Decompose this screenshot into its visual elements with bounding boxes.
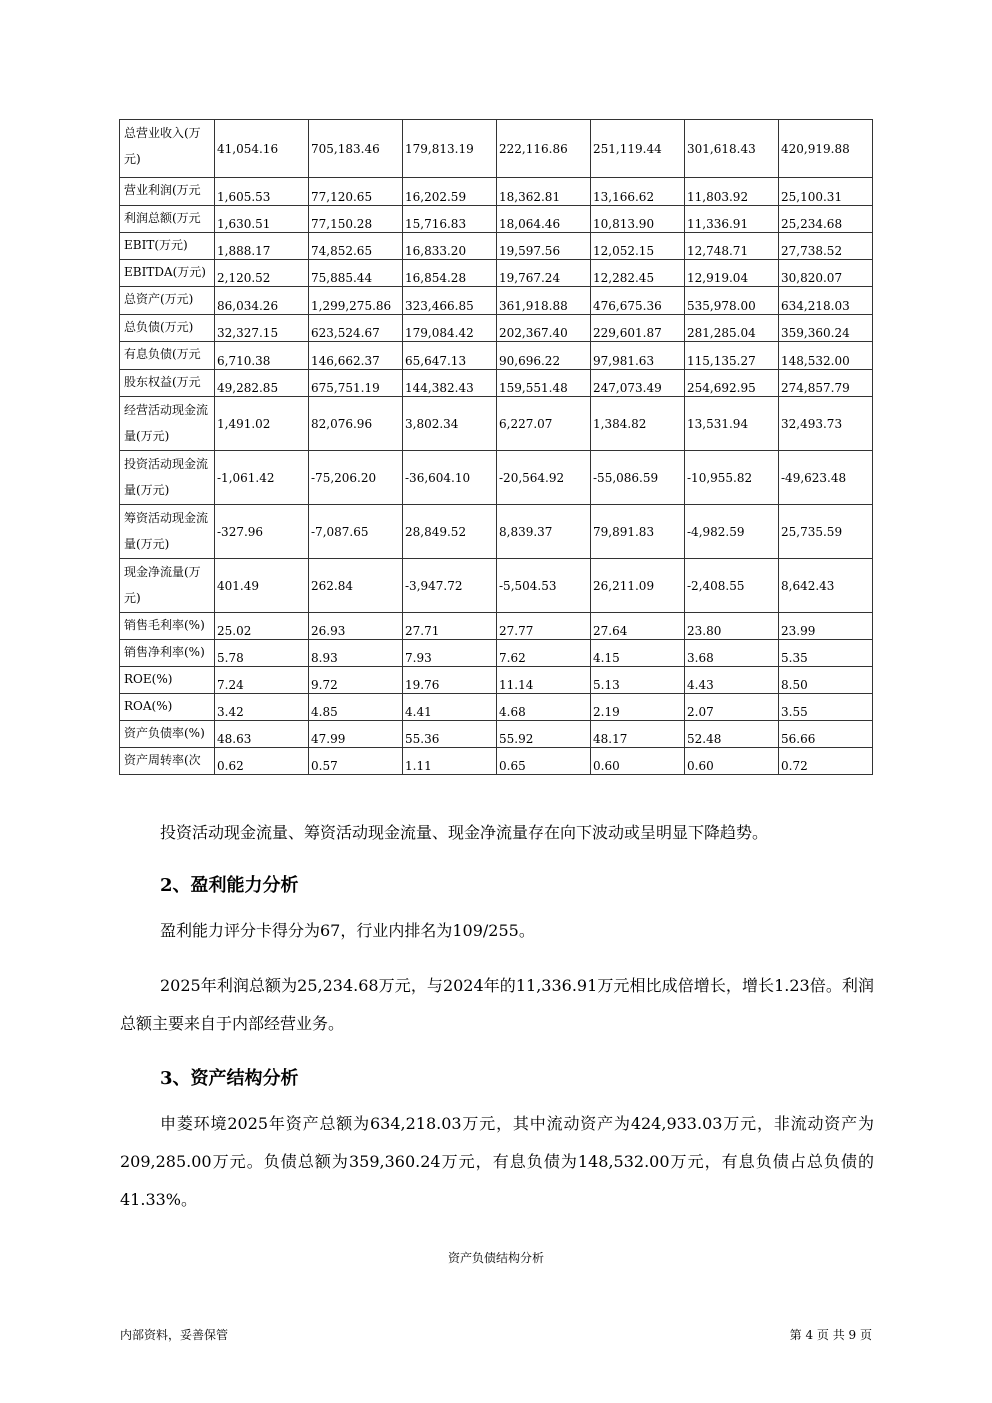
table-cell: 0.57: [309, 748, 403, 775]
row-label: 销售净利率(%): [120, 640, 215, 667]
table-cell: 1,491.02: [215, 397, 309, 451]
section-heading-profitability: 2、盈利能力分析: [160, 875, 299, 896]
table-cell: 56.66: [779, 721, 873, 748]
table-cell: 25.02: [215, 613, 309, 640]
table-cell: 10,813.90: [591, 206, 685, 233]
table-cell: 49,282.85: [215, 370, 309, 397]
table-cell: 301,618.43: [685, 120, 779, 178]
table-row: [120, 178, 873, 206]
table-cell: 4.68: [497, 694, 591, 721]
table-cell: 19,767.24: [497, 260, 591, 287]
table-cell: -49,623.48: [779, 451, 873, 505]
table-cell: 1.11: [403, 748, 497, 775]
row-label: 销售毛利率(%): [120, 613, 215, 640]
table-cell: 48.63: [215, 721, 309, 748]
table-row: [120, 120, 873, 178]
table-row: [120, 748, 873, 775]
table-row: [120, 287, 873, 315]
table-cell: 11.14: [497, 667, 591, 694]
table-cell: 115,135.27: [685, 342, 779, 370]
row-label: 投资活动现金流量(万元): [120, 451, 215, 505]
table-cell: 148,532.00: [779, 342, 873, 370]
table-cell: 75,885.44: [309, 260, 403, 287]
table-row: [120, 451, 873, 505]
table-row: [120, 721, 873, 748]
table-cell: 16,854.28: [403, 260, 497, 287]
table-cell: 74,852.65: [309, 233, 403, 260]
table-cell: 25,100.31: [779, 178, 873, 206]
table-cell: 12,052.15: [591, 233, 685, 260]
table-cell: 1,888.17: [215, 233, 309, 260]
table-cell: -55,086.59: [591, 451, 685, 505]
table-cell: 535,978.00: [685, 287, 779, 315]
table-cell: 30,820.07: [779, 260, 873, 287]
table-cell: 12,748.71: [685, 233, 779, 260]
table-cell: 229,601.87: [591, 315, 685, 342]
table-cell: 4.43: [685, 667, 779, 694]
table-cell: 12,282.45: [591, 260, 685, 287]
table-cell: -36,604.10: [403, 451, 497, 505]
table-cell: 0.60: [685, 748, 779, 775]
row-label: 总营业收入(万元): [120, 120, 215, 178]
table-cell: -1,061.42: [215, 451, 309, 505]
table-cell: 47.99: [309, 721, 403, 748]
table-cell: 146,662.37: [309, 342, 403, 370]
table-cell: 11,803.92: [685, 178, 779, 206]
table-cell: 12,919.04: [685, 260, 779, 287]
table-cell: 4.15: [591, 640, 685, 667]
table-row: [120, 260, 873, 287]
table-cell: 0.65: [497, 748, 591, 775]
table-cell: 476,675.36: [591, 287, 685, 315]
table-cell: 3.42: [215, 694, 309, 721]
table-cell: 6,710.38: [215, 342, 309, 370]
table-cell: 1,299,275.86: [309, 287, 403, 315]
table-cell: 13,166.62: [591, 178, 685, 206]
table-cell: 179,084.42: [403, 315, 497, 342]
table-row: [120, 640, 873, 667]
table-cell: 3.55: [779, 694, 873, 721]
table-cell: 5.35: [779, 640, 873, 667]
table-cell: 19.76: [403, 667, 497, 694]
table-row: [120, 370, 873, 397]
table-cell: 11,336.91: [685, 206, 779, 233]
table-cell: -7,087.65: [309, 505, 403, 559]
table-cell: 28,849.52: [403, 505, 497, 559]
table-cell: 0.60: [591, 748, 685, 775]
table-cell: 361,918.88: [497, 287, 591, 315]
table-cell: -20,564.92: [497, 451, 591, 505]
table-cell: 18,064.46: [497, 206, 591, 233]
table-cell: 25,735.59: [779, 505, 873, 559]
table-cell: 705,183.46: [309, 120, 403, 178]
table-cell: 27,738.52: [779, 233, 873, 260]
table-row: [120, 397, 873, 451]
table-cell: 1,630.51: [215, 206, 309, 233]
table-cell: 77,120.65: [309, 178, 403, 206]
table-cell: 1,605.53: [215, 178, 309, 206]
table-cell: 82,076.96: [309, 397, 403, 451]
table-cell: 8.50: [779, 667, 873, 694]
row-label: EBITDA(万元): [120, 260, 215, 287]
table-cell: 420,919.88: [779, 120, 873, 178]
table-cell: 202,367.40: [497, 315, 591, 342]
table-cell: 55.92: [497, 721, 591, 748]
row-label: 股东权益(万元: [120, 370, 215, 397]
table-cell: 26.93: [309, 613, 403, 640]
table-cell: -10,955.82: [685, 451, 779, 505]
table-cell: 6,227.07: [497, 397, 591, 451]
row-label: ROA(%): [120, 694, 215, 721]
table-cell: 8,642.43: [779, 559, 873, 613]
table-cell: -3,947.72: [403, 559, 497, 613]
row-label: 筹资活动现金流量(万元): [120, 505, 215, 559]
footer-confidential-note: 内部资料，妥善保管: [120, 1328, 229, 1342]
table-row: [120, 613, 873, 640]
table-cell: 23.80: [685, 613, 779, 640]
table-cell: 32,327.15: [215, 315, 309, 342]
row-label: 有息负债(万元: [120, 342, 215, 370]
row-label: EBIT(万元): [120, 233, 215, 260]
row-label: 经营活动现金流量(万元): [120, 397, 215, 451]
table-row: [120, 342, 873, 370]
row-label: 营业利润(万元: [120, 178, 215, 206]
table-row: [120, 315, 873, 342]
table-cell: 247,073.49: [591, 370, 685, 397]
table-cell: -5,504.53: [497, 559, 591, 613]
table-cell: 8.93: [309, 640, 403, 667]
table-cell: 0.72: [779, 748, 873, 775]
row-label: 总负债(万元): [120, 315, 215, 342]
row-label: 利润总额(万元: [120, 206, 215, 233]
table-row: [120, 505, 873, 559]
table-cell: 623,524.67: [309, 315, 403, 342]
table-cell: 401.49: [215, 559, 309, 613]
table-cell: 27.64: [591, 613, 685, 640]
table-cell: 2,120.52: [215, 260, 309, 287]
table-cell: 27.77: [497, 613, 591, 640]
table-cell: 634,218.03: [779, 287, 873, 315]
table-cell: 48.17: [591, 721, 685, 748]
paragraph-cashflow-trend: 投资活动现金流量、筹资活动现金流量、现金净流量存在向下波动或呈明显下降趋势。: [160, 823, 769, 842]
table-cell: 7.62: [497, 640, 591, 667]
chart-caption: 资产负债结构分析: [447, 1251, 544, 1265]
table-cell: 2.07: [685, 694, 779, 721]
footer-page-number: 第 4 页 共 9 页: [789, 1328, 872, 1342]
table-cell: 25,234.68: [779, 206, 873, 233]
table-cell: -2,408.55: [685, 559, 779, 613]
table-cell: 159,551.48: [497, 370, 591, 397]
table-cell: 18,362.81: [497, 178, 591, 206]
table-cell: 8,839.37: [497, 505, 591, 559]
table-cell: 274,857.79: [779, 370, 873, 397]
table-cell: 41,054.16: [215, 120, 309, 178]
table-cell: 281,285.04: [685, 315, 779, 342]
table-cell: 65,647.13: [403, 342, 497, 370]
table-cell: 32,493.73: [779, 397, 873, 451]
table-cell: 4.41: [403, 694, 497, 721]
row-label: 现金净流量(万元): [120, 559, 215, 613]
table-cell: 179,813.19: [403, 120, 497, 178]
table-cell: 19,597.56: [497, 233, 591, 260]
table-cell: 251,119.44: [591, 120, 685, 178]
table-cell: 90,696.22: [497, 342, 591, 370]
row-label: 总资产(万元): [120, 287, 215, 315]
table-cell: 16,202.59: [403, 178, 497, 206]
table-row: [120, 667, 873, 694]
table-cell: 1,384.82: [591, 397, 685, 451]
table-cell: 52.48: [685, 721, 779, 748]
table-cell: 3,802.34: [403, 397, 497, 451]
table-cell: 5.13: [591, 667, 685, 694]
table-cell: -75,206.20: [309, 451, 403, 505]
table-cell: 675,751.19: [309, 370, 403, 397]
table-cell: 7.93: [403, 640, 497, 667]
table-cell: 27.71: [403, 613, 497, 640]
table-cell: 97,981.63: [591, 342, 685, 370]
table-cell: 23.99: [779, 613, 873, 640]
table-row: [120, 694, 873, 721]
paragraph-asset-structure: 申菱环境2025年资产总额为634,218.03万元，其中流动资产为424,933.03万元，非流动资产为209,285.00万元。负债总额为359,360.24万元，有息负债为148,532.00万元，有息负债占总负债的41.33%。: [120, 1114, 874, 1209]
table-cell: 254,692.95: [685, 370, 779, 397]
financial-table-body: [120, 120, 873, 775]
table-cell: 323,466.85: [403, 287, 497, 315]
table-cell: 7.24: [215, 667, 309, 694]
table-cell: 4.85: [309, 694, 403, 721]
table-cell: 3.68: [685, 640, 779, 667]
table-row: [120, 206, 873, 233]
table-cell: 26,211.09: [591, 559, 685, 613]
table-cell: 359,360.24: [779, 315, 873, 342]
financial-table: [119, 119, 873, 775]
paragraph-profitability-score: 盈利能力评分卡得分为67，行业内排名为109/255。: [160, 921, 535, 940]
table-row: [120, 233, 873, 260]
table-cell: 2.19: [591, 694, 685, 721]
row-label: 资产负债率(%): [120, 721, 215, 748]
table-cell: 77,150.28: [309, 206, 403, 233]
paragraph-total-profit: 2025年利润总额为25,234.68万元，与2024年的11,336.91万元相比成倍增长，增长1.23倍。利润总额主要来自于内部经营业务。: [120, 976, 874, 1033]
table-cell: 0.62: [215, 748, 309, 775]
table-cell: 16,833.20: [403, 233, 497, 260]
table-cell: -327.96: [215, 505, 309, 559]
table-cell: 5.78: [215, 640, 309, 667]
section-heading-asset-structure: 3、资产结构分析: [160, 1068, 299, 1089]
table-cell: -4,982.59: [685, 505, 779, 559]
table-cell: 79,891.83: [591, 505, 685, 559]
table-row: [120, 559, 873, 613]
table-cell: 15,716.83: [403, 206, 497, 233]
row-label: ROE(%): [120, 667, 215, 694]
table-cell: 9.72: [309, 667, 403, 694]
table-cell: 55.36: [403, 721, 497, 748]
table-cell: 86,034.26: [215, 287, 309, 315]
table-cell: 144,382.43: [403, 370, 497, 397]
table-cell: 222,116.86: [497, 120, 591, 178]
row-label: 资产周转率(次: [120, 748, 215, 775]
table-cell: 262.84: [309, 559, 403, 613]
table-cell: 13,531.94: [685, 397, 779, 451]
